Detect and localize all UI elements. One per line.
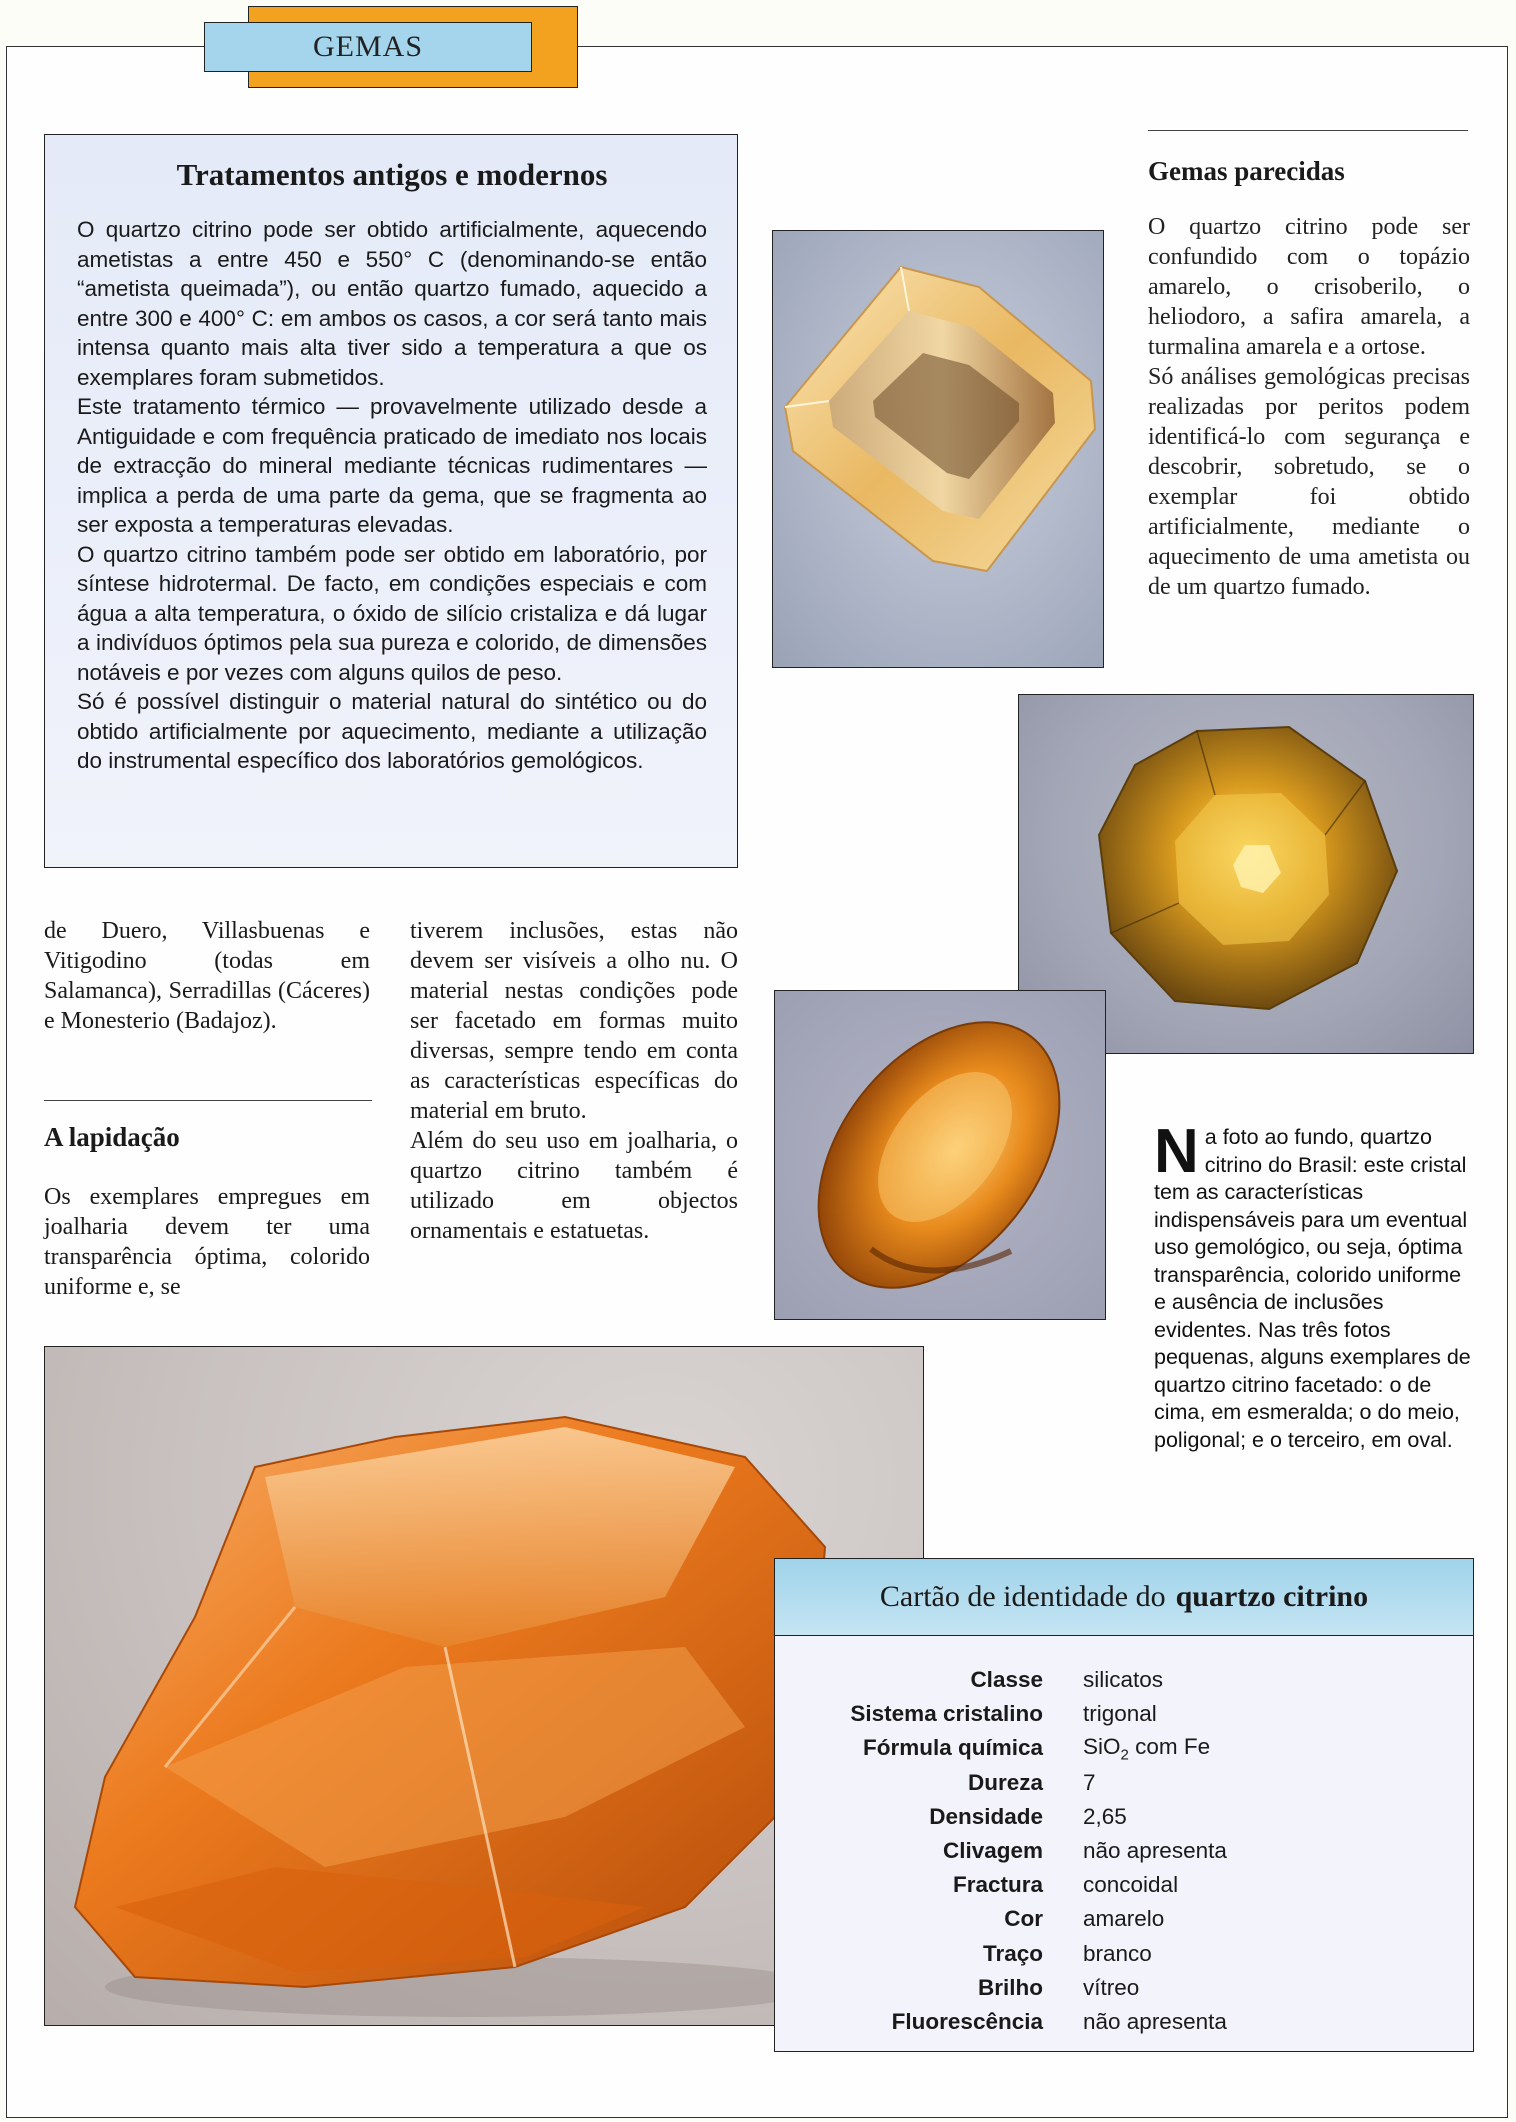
identity-row (775, 1731, 1473, 1765)
identity-key: Dureza (967, 1769, 1043, 1795)
emerald-cut-gem-image (773, 231, 1103, 667)
identity-value: 7 (1083, 1769, 1096, 1795)
formula-subscript: 2 (1120, 1746, 1129, 1764)
cutting-body (44, 1182, 370, 1302)
divider (44, 1100, 372, 1101)
treatments-paragraph: Só é possível distinguir o material natural do sintético ou do obtido artificialmente por aquecimento, mediante a utilização do instrumental específico dos laboratórios gemológicos. (77, 689, 707, 773)
identity-row (775, 1868, 1473, 1902)
identity-key: Densidade (929, 1803, 1043, 1829)
identity-row (775, 1697, 1473, 1731)
identity-row (775, 1800, 1473, 1834)
formula-base: SiO (1083, 1733, 1121, 1759)
divider (1148, 130, 1468, 131)
identity-value: não apresenta (1083, 1838, 1227, 1864)
identity-key: Clivagem (942, 1838, 1043, 1864)
identity-key: Fractura (952, 1872, 1043, 1898)
similar-gems-title: Gemas parecidas (1148, 156, 1345, 186)
similar-gems-paragraph: O quartzo citrino pode ser confundido com o topázio amarelo, o crisoberilo, o heliodoro, a safira amarela, a turmalina amarela e a ortose. (1148, 214, 1470, 360)
middle-column-paragraph: Além do seu uso em joalharia, o quartzo citrino também é utilizado em objectos ornamentais e estatuetas. (410, 1128, 738, 1244)
identity-key: Fórmula química (862, 1735, 1043, 1761)
identity-card (774, 1558, 1474, 2052)
identity-key: Classe (970, 1667, 1043, 1693)
identity-row (775, 1971, 1473, 2005)
oval-cut-gem-image (775, 991, 1105, 1319)
similar-gems-body (1148, 212, 1470, 602)
cutting-text: Os exemplares empregues em joalharia devem ter uma transparência óptima, colorido uniforme e, se (44, 1184, 370, 1300)
identity-key: Fluorescência (891, 2008, 1043, 2034)
treatments-paragraph: O quartzo citrino também pode ser obtido em laboratório, por síntese hidrotermal. De facto, em condições especiais e com água a alta temperatura, o óxido de silício cristaliza e dá lugar a indivíduos óptimos pela sua pureza e colorido, de dimensões notáveis e por vezes com alguns quilos de peso. (77, 541, 707, 685)
identity-row (775, 1937, 1473, 1971)
identity-row (775, 1663, 1473, 1697)
identity-row (775, 1766, 1473, 1800)
identity-key: Brilho (978, 1974, 1043, 2000)
identity-value: vítreo (1083, 1974, 1140, 2000)
identity-card-title (775, 1559, 1473, 1636)
section-label: GEMAS (312, 30, 423, 63)
identity-card-title-prefix: Cartão de identidade do (879, 1580, 1166, 1613)
cutting-title: A lapidação (44, 1122, 180, 1152)
treatments-box (44, 134, 738, 868)
identity-row (775, 1902, 1473, 1936)
identity-value: concoidal (1083, 1872, 1179, 1898)
identity-card-title-mineral: quartzo citrino (1175, 1580, 1369, 1613)
similar-gems-paragraph: Só análises gemológicas precisas realizadas por peritos podem identificá-lo com segurança e descobrir, sobretudo, se o exemplar foi obtido artificialmente, mediante o aquecimento de uma ametista ou de um quartzo fumado. (1148, 364, 1470, 600)
emerald-cut-gem-photo (772, 230, 1104, 668)
formula-suffix: com Fe (1128, 1733, 1211, 1759)
identity-value: trigonal (1083, 1701, 1157, 1727)
identity-key: Traço (982, 1940, 1043, 1966)
identity-key: Sistema cristalino (850, 1701, 1043, 1727)
identity-value: não apresenta (1083, 2008, 1227, 2034)
identity-value: amarelo (1083, 1906, 1165, 1932)
treatments-body (77, 215, 707, 776)
identity-value: 2,65 (1083, 1803, 1127, 1829)
caption-dropcap: N (1154, 1117, 1199, 1186)
caption-text: a foto ao fundo, quartzo citrino do Brasil: este cristal tem as características indispensáveis para um eventual uso gemológico, ou seja, óptima transparência, colorido uniforme e ausência de inclusões evidentes. Nas três fotos pequenas, alguns exemplares de quartzo citrino facetado: o de cima, em esmeralda; o do meio, poligonal; e o terceiro, em oval. (1154, 1125, 1471, 1452)
photo-caption (1154, 1117, 1478, 1454)
oval-cut-gem-photo (774, 990, 1106, 1320)
left-column-continuation (44, 916, 370, 1036)
section-tab (204, 22, 532, 72)
treatments-paragraph: O quartzo citrino pode ser obtido artificialmente, aquecendo ametistas a entre 450 e 550° C (denominando-se então “ametista queimada”), ou então quartzo fumado, aquecido a entre 300 e 400° C: em ambos os casos, a cor será tanto mais intensa quanto mais alta tiver sido a temperatura a que os exemplares foram submetidos. (77, 217, 707, 390)
middle-column (410, 916, 738, 1246)
treatments-title: Tratamentos antigos e modernos (176, 157, 608, 192)
identity-value: silicatos (1083, 1667, 1164, 1693)
treatments-paragraph: Este tratamento térmico — provavelmente utilizado desde a Antiguidade e com frequência praticado de imediato nos locais de extracção do mineral mediante técnicas rudimentares — implica a perda de uma parte da gema, que se fragmenta ao ser exposta a temperaturas elevadas. (77, 394, 707, 537)
identity-card-table (775, 1663, 1473, 2039)
identity-row (775, 2005, 1473, 2039)
identity-key: Cor (1004, 1906, 1043, 1932)
left-column-text: de Duero, Villasbuenas e Vitigodino (todas em Salamanca), Serradillas (Cáceres) e Monesterio (Badajoz). (44, 918, 370, 1034)
middle-column-paragraph: tiverem inclusões, estas não devem ser visíveis a olho nu. O material nestas condições pode ser facetado em formas muito diversas, sempre tendo em conta as características específicas do material em bruto. (410, 918, 738, 1124)
identity-value: branco (1083, 1940, 1152, 1966)
identity-value (1083, 1734, 1473, 1764)
identity-row (775, 1834, 1473, 1868)
